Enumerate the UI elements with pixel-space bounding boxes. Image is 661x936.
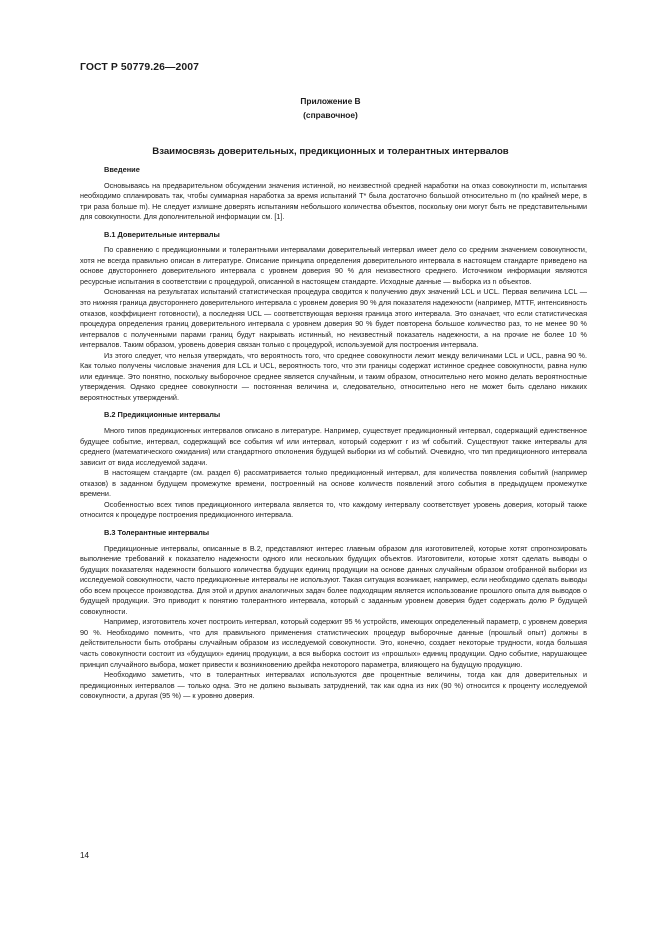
appendix-note: (справочное) — [303, 110, 358, 120]
section-b3-paragraph-1: Предикционные интервалы, описанные в В.2, представляют интерес главным образом для изготовителей, которые хотят спрогнозировать выполнение требований к показателю надежности одного или нескольких будущих объектов. Изготовители, которые хотят сделать выводы о будущих показателях надежности большого количества будущих единиц продукции на основе данных случайным образом отобранной выборки из исследуемой совокупности, часто предикционные интервалы не используют. Такая ситуация возникает, например, если необходимо сделать выводы обо всем процессе производства. Для этой и других аналогичных задач более подходящим является использование прошлого опыта для выводов о будущей продукции. Это приводит к понятию толерантного интервала, который с заданным уровнем доверия будет содержать долю P будущей совокупности. — [80, 543, 587, 616]
section-b1-paragraph-1: По сравнению с предикционными и толерантными интервалами доверительный интервал имеет дело со средним значением совокупности, хотя не всегда правильно описан в литературе. Описание принципа определения доверительного интервала в настоящем стандарте приведено на основе двустороннего доверительного интервала с уровнем доверия 90 % для неизвестного среднего. Источником информации являются ресурсные испытания в соответствии с процедурой, описанной в настоящем стандарте. Исходные данные — выборка из n объектов. — [80, 245, 587, 286]
intro-paragraph-1: Основываясь на предварительном обсуждении значения истинной, но неизвестной средней наработки на отказ совокупности m, испытания необходимо спланировать так, чтобы суммарная наработка за время испытаний T* была достаточно большой относительно m (по крайней мере, в три раза больше m). Не следует излишне доверять испытаниям небольшого количества объектов, поскольку они могут быть не представительными для совокупности. Для дополнительной информации см. [1]. — [80, 180, 587, 222]
appendix-title: Приложение В — [300, 96, 361, 106]
intro-heading: Введение — [104, 165, 140, 174]
standard-designation: ГОСТ Р 50779.26—2007 — [80, 62, 199, 73]
section-b1-paragraph-2: Основанная на результатах испытаний статистическая процедура сводится к получению двух значений LCL и UCL. Первая величина LCL — это нижняя граница двустороннего доверительного интервала с уровнем доверия 90 % для показателя надежности (например, MTTF, интенсивность отказов, коэффициент готовности), а последняя UCL — соответствующая верхняя граница этого интервала. Это означает, что если статистическая процедура определения границ доверительного интервала с уровнем доверия 90 % будет повторена большое количество раз, то не менее 90 % интервалов с полученными парами границ будут накрывать истинный, но неизвестный показатель надежности, а на прочие не более 10 % интервалов. Таким образом, уровень доверия связан только с процедурой, используемой для построения интервала. — [80, 287, 587, 350]
section-b2-heading: В.2 Предикционные интервалы — [104, 410, 221, 420]
section-b3-paragraph-3: Необходимо заметить, что в толерантных интервалах используются две процентные величины, тогда как для доверительных и предикционных интервалов — только одна. Это не должно вызывать затруднений, так как одна из них (90 %) относится к проценту исследуемой совокупности, а другая (95 %) — к уровню доверия. — [80, 670, 587, 701]
section-b3-paragraph-2: Например, изготовитель хочет построить интервал, который содержит 95 % устройств, имеющих определенный параметр, с уровнем доверия 90 %. Необходимо помнить, что для правильного применения статистических процедур выборочные данные (прошлый опыт) должны в действительности быть отобраны случайным образом из исследуемой совокупности. Это, конечно, создает некоторые трудности, когда большая часть совокупности состоит из «будущих» единиц продукции, а вся выборка состоит из «прошлых» единиц продукции. Одно событие, нарушающее принцип случайного выбора, может привести к возникновению дрейфа некоторого параметра, влияющего на будущую продукцию. — [80, 617, 587, 669]
document-body — [80, 165, 587, 702]
section-b3-heading: В.3 Толерантные интервалы — [104, 527, 210, 537]
section-b1-paragraph-3: Из этого следует, что нельзя утверждать, что вероятность того, что среднее совокупности лежит между величинами LCL и UCL, равна 90 %. Как только получены числовые значения для LCL и UCL, вероятность того, что эти границы содержат истинное среднее совокупности, равна нулю или единице. Это понятно, поскольку выборочное среднее является случайным, и таким образом, относительно него можно делать вероятностные утверждения. Однако среднее совокупности — постоянная величина и, следовательно, относительно него не может быть сделано никаких вероятностных утверждений. — [80, 350, 587, 402]
page-number: 14 — [80, 851, 90, 860]
appendix-heading — [0, 94, 661, 122]
section-b2-paragraph-3: Особенностью всех типов предикционного интервала является то, что каждому интервалу соответствует уровень доверия, который также относится к процедуре построения предикционного интервала. — [80, 499, 587, 520]
section-b2-paragraph-2: В настоящем стандарте (см. раздел 6) рассматривается только предикционный интервал, для количества появления событий (например отказов) в заданном будущем промежутке времени, построенный на основе количеств появлений этого события в предыдущем промежутке времени. — [80, 468, 587, 499]
section-b1-heading: В.1 Доверительные интервалы — [104, 229, 220, 239]
main-title: Взаимосвязь доверительных, предикционных и толерантных интервалов — [152, 146, 509, 157]
section-b2-paragraph-1: Много типов предикционных интервалов описано в литературе. Например, существует предикционный интервал, содержащий единственное будущее событие, интервал, содержащий все события wf или интервал, который содержит r из wf событий. Существуют также интервалы для среднего (математического ожидания) или стандартного отклонения будущей выборки из wf событий. Очевидно, что тип предикционного интервала зависит от вида исследуемой задачи. — [80, 426, 587, 467]
